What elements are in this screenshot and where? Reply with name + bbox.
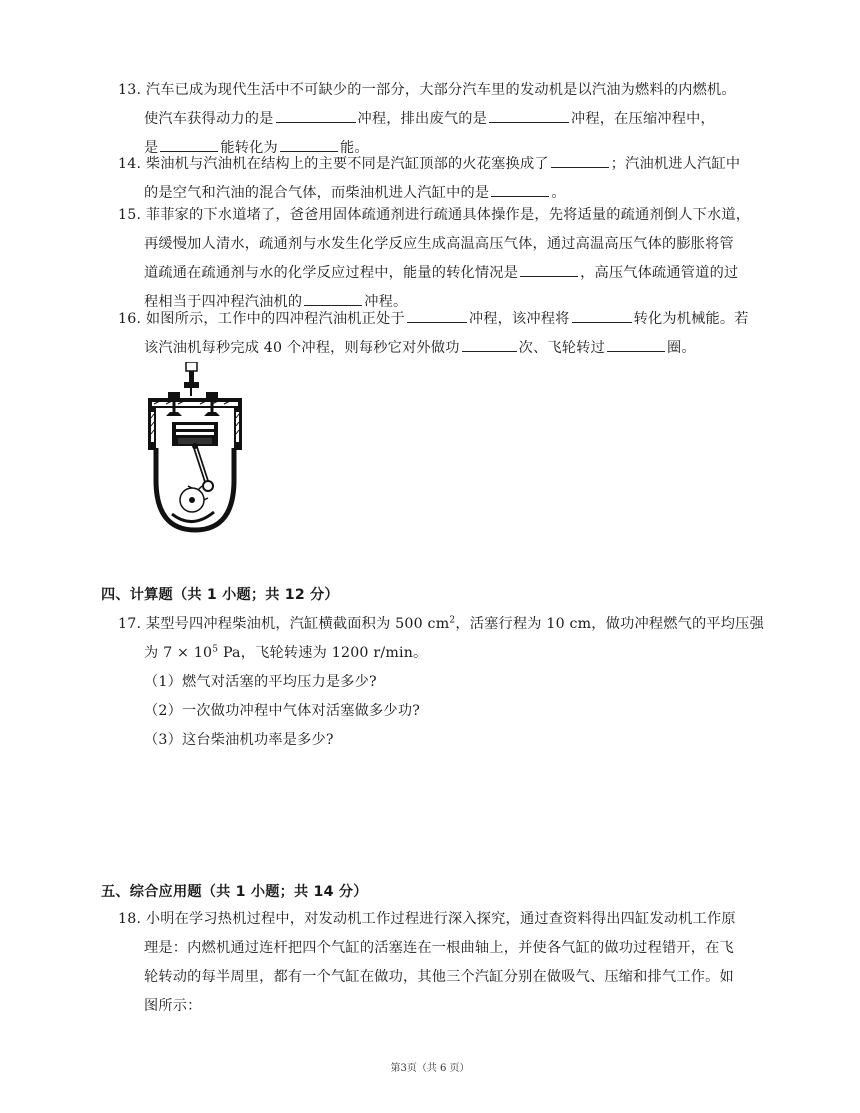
answer-blank[interactable] [276, 108, 356, 123]
q15-line2: 再缓慢加人清水，疏通剂与水发生化学反应生成高温高压气体，通过高温高压气体的膨胀将管 [144, 236, 734, 252]
q17-text: 为 7 × 10 [144, 645, 213, 661]
spark-plug-icon [184, 362, 199, 396]
q17-subquestion-3: （3）这台柴油机功率是多少? [144, 732, 334, 748]
q17-text: Pa，飞轮转速为 1200 r/min。 [218, 645, 428, 661]
q15-text: 程相当于四冲程汽油机的 [144, 294, 303, 310]
q16-text: 次、飞轮转过 [518, 340, 605, 356]
answer-blank[interactable] [551, 153, 609, 168]
q16-text: 转化为机械能。若 [633, 311, 749, 327]
question-17 [118, 610, 778, 755]
section-heading-calculation: 四、计算题（共 1 小题；共 12 分） [101, 587, 339, 603]
q14-text: 14. 柴油机与汽油机在结构上的主要不同是汽缸顶部的火花塞换成了 [118, 156, 549, 172]
q14-text: 的是空气和汽油的混合气体，而柴油机进人汽缸中的是 [144, 185, 490, 201]
answer-blank[interactable] [407, 308, 467, 323]
q15-text: ，高压气体疏通管道的过 [580, 265, 739, 281]
piston-icon [172, 422, 218, 446]
q13-text: 冲程，在压缩冲程中， [571, 111, 715, 127]
q16-line1 [118, 305, 778, 334]
q15-line1: 15. 菲菲家的下水道堵了，爸爸用固体疏通剂进行疏通具体操作是，先将适量的疏通剂倒人下水道， [118, 207, 751, 223]
q15-line3 [118, 259, 778, 288]
connecting-rod-icon [192, 443, 213, 491]
q17-superscript: 5 [212, 644, 219, 655]
q17-superscript: 2 [449, 615, 456, 626]
answer-blank[interactable] [520, 262, 578, 277]
page-number: 第3页（共 6 页） [390, 1063, 470, 1074]
q15-text: 冲程。 [364, 294, 408, 310]
q13-line1: 13. 汽车已成为现代生活中不可缺少的一部分，大部分汽车里的发动机是以汽油为燃料的内燃机。 [118, 82, 736, 98]
q13-text: 使汽车获得动力的是 [144, 111, 274, 127]
answer-blank[interactable] [607, 337, 665, 352]
answer-blank[interactable] [489, 108, 569, 123]
answer-blank[interactable] [572, 308, 632, 323]
q13-line2 [118, 105, 778, 134]
q17-line2 [118, 639, 778, 668]
q14-text: ；汽油机进人汽缸中 [610, 156, 741, 172]
q17-subquestion-1: （1）燃气对活塞的平均压力是多少? [144, 674, 377, 690]
q16-text: 圈。 [666, 340, 696, 356]
q13-text: 是 [144, 140, 159, 156]
q18-line3: 轮转动的每半周里，都有一个气缸在做功，其他三个汽缸分别在做吸气、压缩和排气工作。如 [144, 969, 734, 985]
answer-blank[interactable] [304, 291, 362, 306]
q16-text: 冲程，该冲程将 [468, 311, 570, 327]
q17-line1 [118, 610, 778, 639]
q15-text: 道疏通在疏通剂与水的化学反应过程中，能量的转化情况是 [144, 265, 519, 281]
q18-line4: 图所示： [144, 998, 202, 1014]
q18-line1: 18. 小明在学习热机过程中，对发动机工作过程进行深入探究，通过查资料得出四缸发动机工作原 [118, 911, 736, 927]
question-16 [118, 305, 778, 363]
engine-cylinder-diagram [142, 362, 248, 538]
q14-line1 [118, 150, 778, 179]
q13-text: 能转化为 [220, 140, 278, 156]
q17-text: 17. 某型号四冲程柴油机，汽缸横截面积为 500 cm [118, 616, 450, 632]
question-15 [118, 201, 778, 317]
question-14 [118, 150, 778, 208]
q14-text: 。 [551, 185, 566, 201]
q13-text: 能。 [339, 140, 369, 156]
q16-line2 [118, 334, 778, 363]
section-heading-application: 五、综合应用题（共 1 小题；共 14 分） [101, 884, 368, 900]
q16-text: 该汽油机每秒完成 40 个冲程，则每秒它对外做功 [144, 340, 460, 356]
q13-text: 冲程，排出废气的是 [357, 111, 487, 127]
answer-blank[interactable] [462, 337, 517, 352]
q18-line2: 理是：内燃机通过连杆把四个气缸的活塞连在一根曲轴上，并使各气缸的做功过程错开，在飞 [144, 940, 734, 956]
answer-blank[interactable] [491, 182, 549, 197]
q16-text: 16. 如图所示，工作中的四冲程汽油机正处于 [118, 311, 405, 327]
q17-subquestion-2: （2）一次做功冲程中气体对活塞做多少功? [144, 703, 421, 719]
q17-text: ，活塞行程为 10 cm，做功冲程燃气的平均压强 [455, 616, 764, 632]
question-18 [118, 905, 778, 1021]
